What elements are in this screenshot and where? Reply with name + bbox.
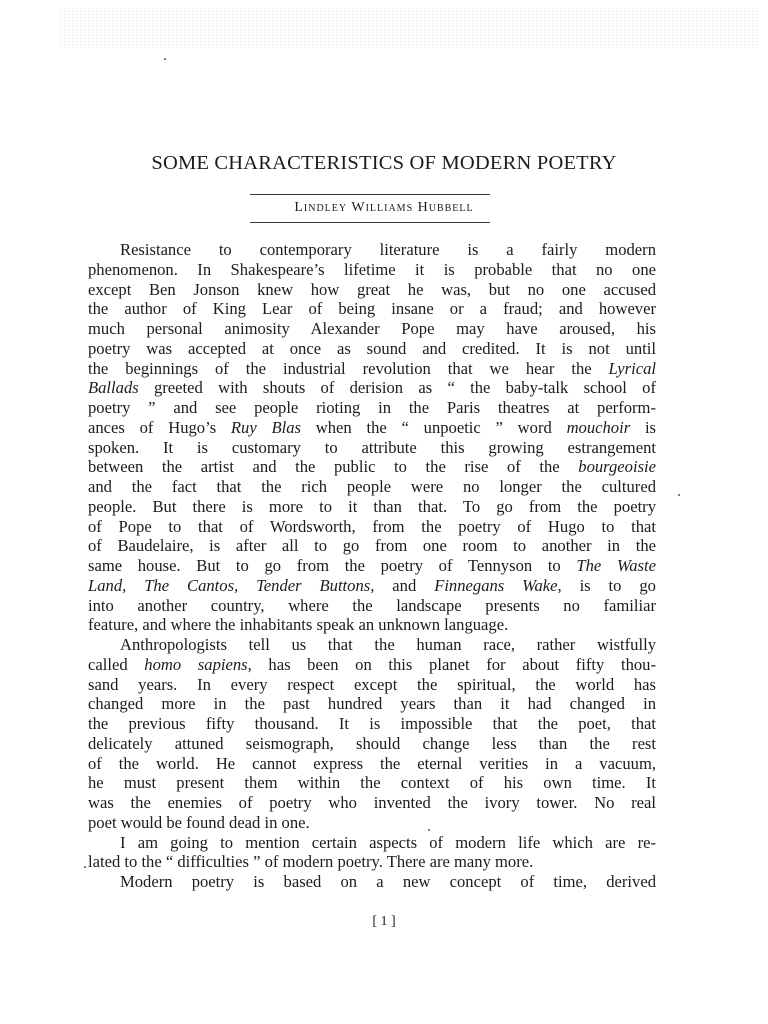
text-span: greeted with shouts of derision as “ the baby-talk school of xyxy=(138,378,656,398)
text-line xyxy=(88,714,656,734)
text-span: into another country, where the landscape presents no familiar xyxy=(88,595,656,615)
text-span: the beginnings of the industrial revolution that we hear the xyxy=(88,358,609,378)
text-line xyxy=(88,477,656,497)
text-span: of Pope to that of Wordsworth, from the poetry of Hugo to that xyxy=(88,516,656,536)
text-line xyxy=(88,793,656,813)
text-line xyxy=(88,280,656,300)
text-span: has been on this planet for about fifty thou- xyxy=(251,654,657,674)
text-line xyxy=(88,655,656,675)
text-line xyxy=(88,675,656,695)
text-span: of the world. He cannot express the eternal verities in a vacuum, xyxy=(88,753,656,773)
text-span: I am going to mention certain aspects of modern life which are re- xyxy=(120,832,656,852)
text-span: and the fact that the rich people were no longer the cultured xyxy=(88,477,656,496)
text-span: same house. But to go from the poetry of Tennyson to xyxy=(88,556,577,575)
text-line xyxy=(88,378,656,398)
text-span: Resistance to contemporary literature is a fairly modern xyxy=(120,240,656,259)
text-span: phenomenon. In Shakespeare’s lifetime it is probable that no one xyxy=(88,259,656,279)
text-span: changed more in the past hundred years than it had changed in xyxy=(88,694,656,714)
text-span: feature, and where the inhabitants speak an unknown language. xyxy=(88,615,509,635)
text-span: lated to the “ difficulties ” of modern poetry. There are many more. xyxy=(88,852,534,872)
text-line xyxy=(88,635,656,655)
italic-span: bourgeoisie xyxy=(578,457,656,477)
text-span: between the artist and the public to the rise of the xyxy=(88,457,579,477)
text-span: sand years. In every respect except the spiritual, the world has xyxy=(88,674,656,694)
text-span: and xyxy=(374,575,435,595)
text-span: is to go xyxy=(561,575,656,595)
text-span: ances of Hugo’s xyxy=(88,417,231,437)
italic-span: The Waste xyxy=(576,556,656,575)
text-span: the author of King Lear of being insane or a fraud; and however xyxy=(88,299,656,319)
article-body xyxy=(88,240,656,892)
text-span: he must present them within the context of his own time. It xyxy=(88,773,656,793)
text-line xyxy=(88,754,656,774)
text-line xyxy=(88,773,656,793)
speck xyxy=(678,494,680,496)
text-span: poet would be found dead in one. xyxy=(88,812,310,832)
text-span: poetry was accepted at once as sound and credited. It is not until xyxy=(88,338,656,358)
text-span: people. But there is more to it than that. To go from the poetry xyxy=(88,496,656,516)
italic-span: Lyrical xyxy=(608,358,656,378)
text-span: the previous fifty thousand. It is impossible that the poet, that xyxy=(88,714,656,733)
text-line xyxy=(88,240,656,260)
speck xyxy=(84,866,86,868)
text-line xyxy=(88,596,656,616)
text-line xyxy=(88,319,656,339)
text-span: poetry ” and see people rioting in the Paris theatres at perform- xyxy=(88,398,656,417)
bracket-right-glyph: ] xyxy=(387,914,396,929)
text-span: Anthropologists tell us that the human race, rather wistfully xyxy=(120,635,656,654)
text-span: delicately attuned seismograph, should change less than the rest xyxy=(88,733,656,753)
text-line xyxy=(88,260,656,280)
text-line xyxy=(88,418,656,438)
text-line xyxy=(88,833,656,853)
author-byline: Lindley Williams Hubbell xyxy=(294,200,474,215)
italic-span: homo sapiens, xyxy=(144,654,252,674)
text-span: spoken. It is customary to attribute this growing estrangement xyxy=(88,437,656,457)
text-line xyxy=(88,872,656,892)
text-line xyxy=(88,359,656,379)
italic-span: Finnegans Wake, xyxy=(434,575,562,595)
text-line xyxy=(88,813,656,833)
speck xyxy=(164,58,166,60)
title-rule-bottom xyxy=(250,222,490,223)
bracket-left-glyph: [ xyxy=(372,914,381,929)
text-span: called xyxy=(88,654,145,674)
italic-span: Ballads xyxy=(88,378,139,398)
speck xyxy=(428,829,430,831)
text-line xyxy=(88,852,656,872)
text-span: except Ben Jonson knew how great he was, but no one accused xyxy=(88,279,656,299)
text-line xyxy=(88,734,656,754)
text-line xyxy=(88,694,656,714)
text-span: was the enemies of poetry who invented the ivory tower. No real xyxy=(88,793,656,812)
scan-artifact xyxy=(60,8,760,48)
text-line xyxy=(88,457,656,477)
text-span: is xyxy=(630,417,657,437)
text-span: of Baudelaire, is after all to go from one room to another in the xyxy=(88,536,656,556)
italic-span: Ruy Blas xyxy=(230,417,301,437)
text-line xyxy=(88,615,656,635)
title-rule-top xyxy=(250,194,490,195)
italic-span: Land, The Cantos, Tender Buttons, xyxy=(88,575,375,595)
article-title: SOME CHARACTERISTICS OF MODERN POETRY xyxy=(151,152,617,174)
text-span: much personal animosity Alexander Pope may have aroused, his xyxy=(88,319,656,338)
text-line xyxy=(88,576,656,596)
text-line xyxy=(88,536,656,556)
page-number xyxy=(0,914,768,930)
text-line xyxy=(88,299,656,319)
text-line xyxy=(88,517,656,537)
italic-span: mouchoir xyxy=(566,417,631,437)
text-span: Modern poetry is based on a new concept of time, derived xyxy=(120,872,656,891)
text-line xyxy=(88,556,656,576)
text-line xyxy=(88,438,656,458)
page-number-value: 1 xyxy=(380,914,388,929)
text-line xyxy=(88,497,656,517)
text-span: when the “ unpoetic ” word xyxy=(301,417,567,437)
text-line xyxy=(88,339,656,359)
text-line xyxy=(88,398,656,418)
